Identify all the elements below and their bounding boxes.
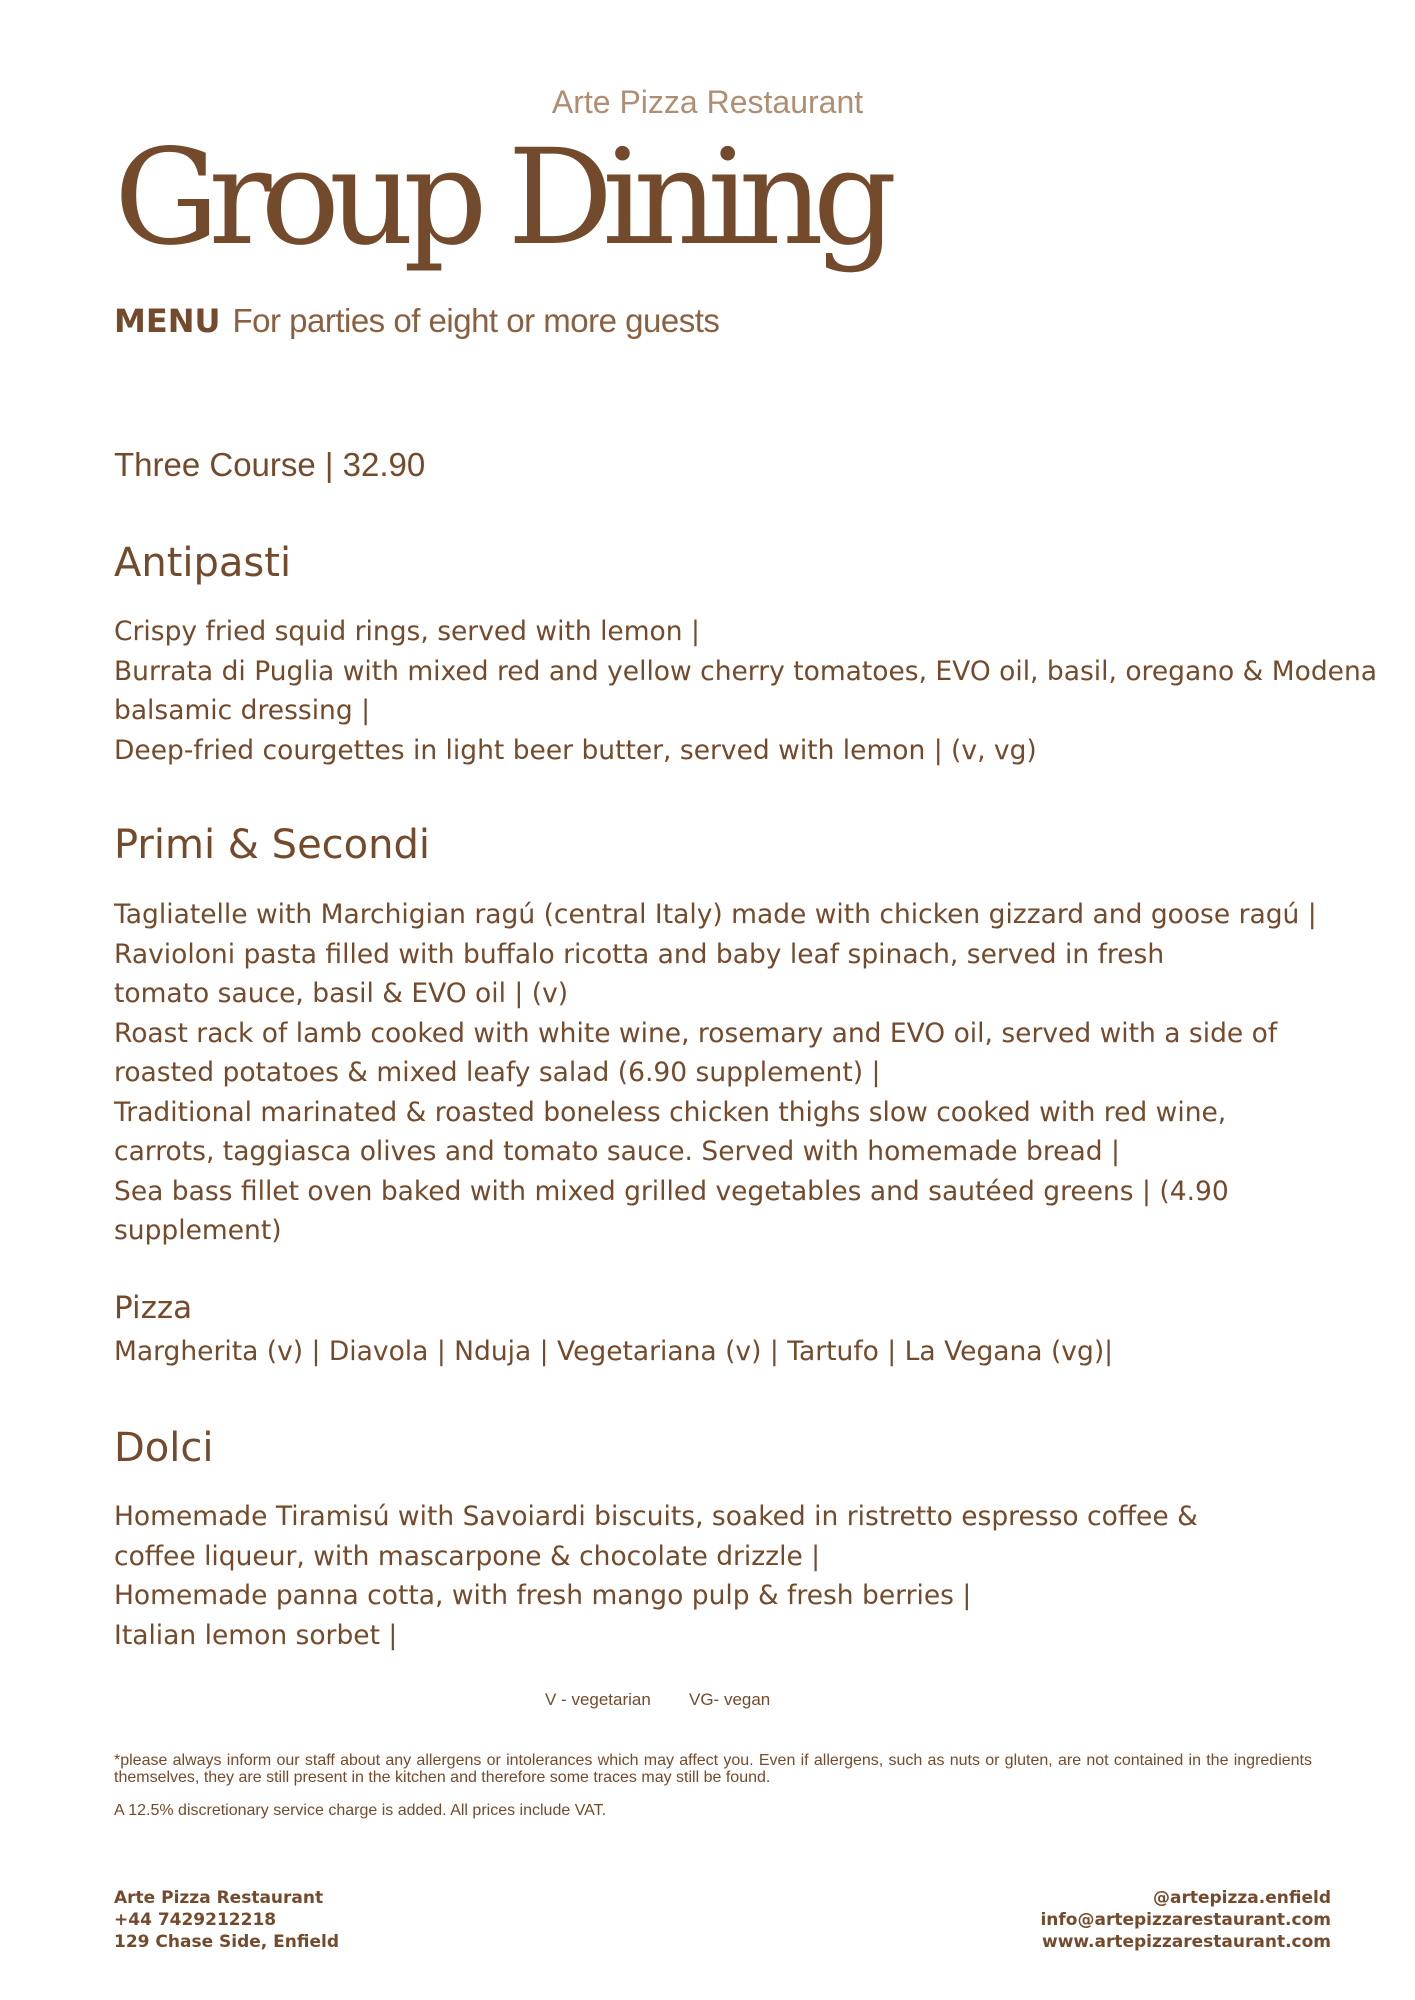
menu-item: Traditional marinated & roasted boneless chicken thighs slow cooked with red wine, xyxy=(114,1096,1227,1128)
menu-item: Homemade panna cotta, with fresh mango pulp & fresh berries | xyxy=(114,1580,972,1611)
menu-item: tomato sauce, basil & EVO oil | (v) xyxy=(114,978,569,1009)
menu-item: roasted potatoes & mixed leafy salad (6.90 supplement) | xyxy=(114,1057,881,1088)
menu-item: Roast rack of lamb cooked with white wine, rosemary and EVO oil, served with a side of xyxy=(114,1017,1278,1049)
allergen-note: *please always inform our staff about any allergens or intolerances which may affect you. Even if allergens, such as nuts or gluten, are not contained in the ingredients themselves, they are still present in the kitchen and therefore some traces may still be found. xyxy=(114,1752,1312,1786)
section-title-primi-secondi: Primi & Secondi xyxy=(114,822,430,868)
legend-vegan: VG- vegan xyxy=(689,1690,771,1709)
section-title-dolci: Dolci xyxy=(114,1425,214,1471)
price-line: Three Course | 32.90 xyxy=(114,446,426,483)
menu-item: Ravioloni pasta filled with buffalo ricotta and baby leaf spinach, served in fresh xyxy=(114,938,1165,970)
service-charge-note: A 12.5% discretionary service charge is added. All prices include VAT. xyxy=(114,1802,607,1819)
menu-item: Sea bass fillet oven baked with mixed grilled vegetables and sautéed greens | (4.90 xyxy=(114,1175,1229,1207)
footer-website-link[interactable]: www.artepizzarestaurant.com xyxy=(1042,1932,1331,1952)
menu-item: Italian lemon sorbet | xyxy=(114,1619,398,1651)
footer-instagram-link[interactable]: @artepizza.enfield xyxy=(1153,1888,1331,1908)
menu-item: Margherita (v) | Diavola | Nduja | Vegetariana (v) | Tartufo | La Vegana (vg)| xyxy=(114,1336,1114,1367)
restaurant-name-header xyxy=(0,84,1415,121)
section-title-pizza: Pizza xyxy=(114,1290,193,1326)
footer-email-link[interactable]: info@artepizzarestaurant.com xyxy=(1040,1910,1331,1930)
menu-item: balsamic dressing | xyxy=(114,695,371,726)
footer-contact-left xyxy=(114,1887,339,1953)
section-title-antipasti: Antipasti xyxy=(114,540,292,586)
restaurant-name-text: Arte Pizza Restaurant xyxy=(551,84,864,120)
dolci-list xyxy=(114,1497,1384,1655)
pizza-list xyxy=(114,1332,1384,1372)
subtitle xyxy=(114,302,719,340)
menu-item: Tagliatelle with Marchigian ragú (central Italy) made with chicken gizzard and goose ragú | xyxy=(114,899,1317,930)
page-title: Group Dining xyxy=(114,121,887,275)
footer-contact-right xyxy=(1040,1887,1331,1953)
menu-label: MENU xyxy=(114,302,221,340)
antipasti-list xyxy=(114,612,1384,770)
menu-item: Crispy fried squid rings, served with lemon | xyxy=(114,616,700,647)
footer-restaurant-name: Arte Pizza Restaurant xyxy=(114,1888,324,1908)
menu-item: Burrata di Puglia with mixed red and yellow cherry tomatoes, EVO oil, basil, oregano & Modena xyxy=(114,655,1377,687)
tagline: For parties of eight or more guests xyxy=(232,302,720,339)
menu-item: carrots, taggiasca olives and tomato sauce. Served with homemade bread | xyxy=(114,1136,1120,1167)
menu-item: Deep-fried courgettes in light beer butter, served with lemon | (v, vg) xyxy=(114,734,1037,766)
primi-secondi-list xyxy=(114,895,1384,1251)
menu-item: Homemade Tiramisú with Savoiardi biscuits, soaked in ristretto espresso coffee & xyxy=(114,1501,1198,1532)
menu-item: supplement) xyxy=(114,1215,282,1246)
legend-vegetarian: V - vegetarian xyxy=(545,1690,651,1709)
footer-phone: +44 7429212218 xyxy=(114,1910,277,1930)
footer-address: 129 Chase Side, Enfield xyxy=(114,1932,340,1952)
menu-item: coffee liqueur, with mascarpone & chocolate drizzle | xyxy=(114,1540,821,1572)
